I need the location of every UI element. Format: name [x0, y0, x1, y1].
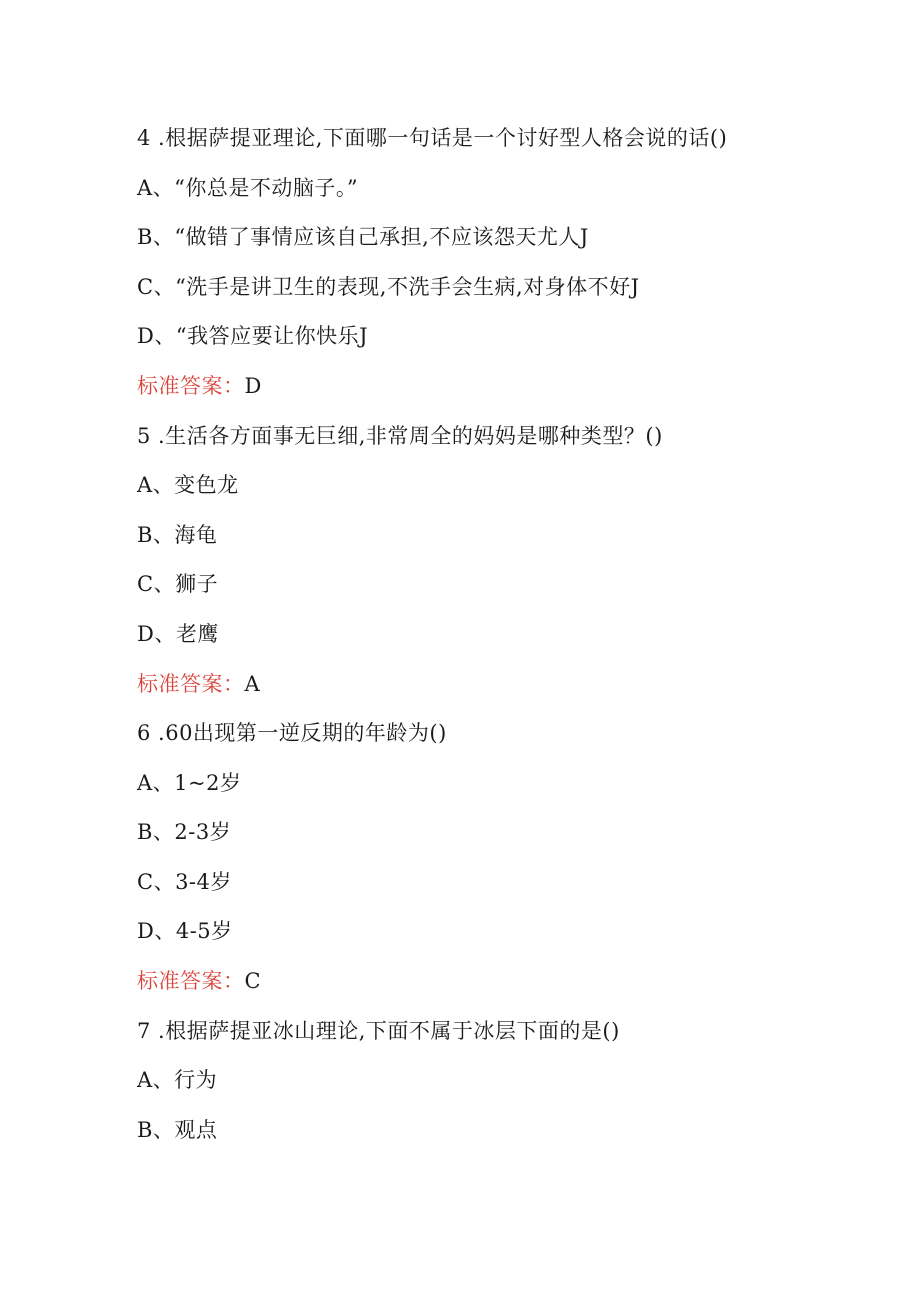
question-4-option-d: D、“我答应要让你快乐J: [137, 324, 368, 348]
answer-label: 标准答案：: [137, 374, 245, 398]
answer-label: 标准答案：: [137, 672, 245, 696]
question-6-option-d: D、4-5岁: [137, 919, 233, 943]
question-4-option-a: A、“你总是不动脑子。”: [137, 176, 359, 200]
question-6-option-c: C、3-4岁: [137, 870, 232, 894]
answer-value: C: [244, 969, 262, 993]
question-6-option-b: B、2-3岁: [137, 820, 232, 844]
question-7-stem: 7 .根据萨提亚冰山理论,下面不属于冰层下面的是(): [137, 1019, 620, 1043]
question-6-stem: 6 .60出现第一逆反期的年龄为(): [137, 721, 447, 745]
question-4-answer: [137, 372, 262, 400]
question-7-option-a: A、行为: [137, 1068, 218, 1092]
question-5-option-a: A、变色龙: [137, 473, 239, 497]
question-5-option-c: C、狮子: [137, 572, 219, 596]
question-6-answer: [137, 967, 261, 995]
question-4-option-b: B、“做错了事情应该自己承担,不应该怨天尤人J: [137, 225, 589, 249]
question-7-option-b: B、观点: [137, 1118, 218, 1142]
question-5-option-d: D、老鹰: [137, 622, 219, 646]
question-6-option-a: A、1~2岁: [137, 771, 242, 795]
answer-label: 标准答案：: [137, 969, 245, 993]
question-5-option-b: B、海龟: [137, 523, 218, 547]
answer-value: A: [244, 672, 261, 696]
answer-value: D: [244, 374, 262, 398]
question-5-stem: 5 .生活各方面事无巨细,非常周全的妈妈是哪种类型？(): [137, 424, 663, 448]
question-4-stem: 4 .根据萨提亚理论,下面哪一句话是一个讨好型人格会说的话(): [137, 126, 728, 150]
question-4-option-c: C、“洗手是讲卫生的表现,不洗手会生病,对身体不好J: [137, 275, 640, 299]
question-5-answer: [137, 670, 260, 698]
